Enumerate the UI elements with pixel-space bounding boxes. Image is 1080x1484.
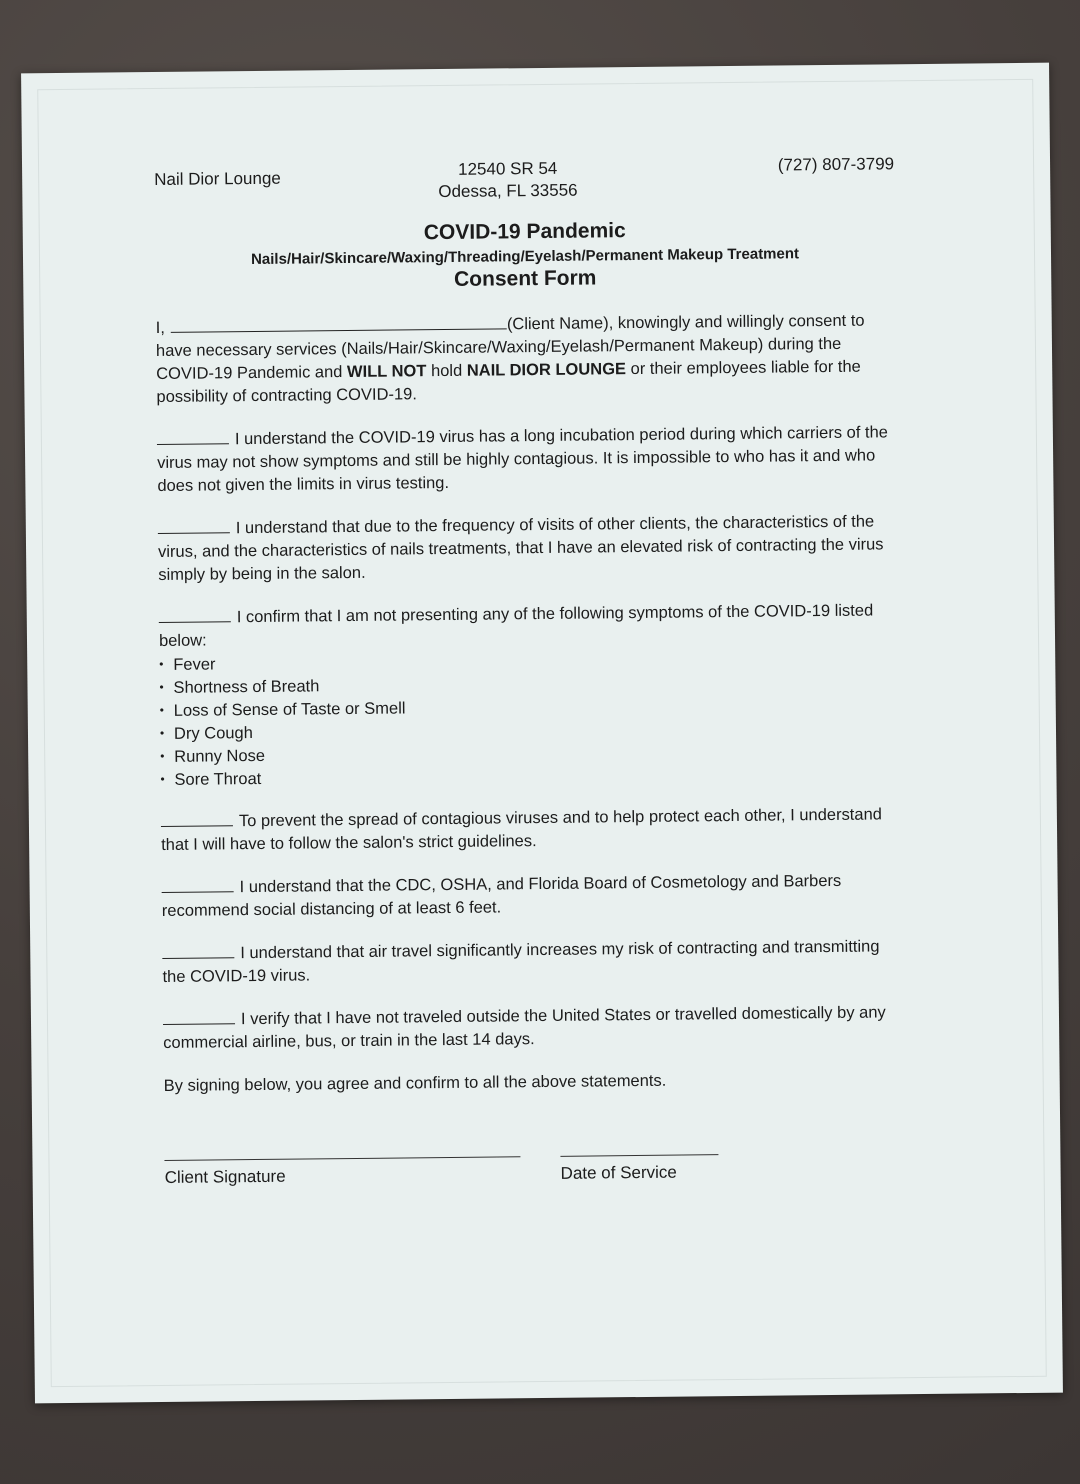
statement-guidelines (161, 803, 901, 857)
intro-paragraph (156, 309, 897, 409)
statement-text: I confirm that I am not presenting any of the following symptoms of the COVID-19 listed below: (158, 601, 874, 651)
symptom-item: • Shortness of Breath (159, 668, 899, 699)
statement-incubation (157, 421, 898, 498)
initials-blank[interactable] (159, 607, 231, 623)
symptom-item: • Loss of Sense of Taste or Smell (160, 691, 900, 722)
initials-blank[interactable] (161, 877, 233, 893)
address-line1: 12540 SR 54 (457, 158, 558, 179)
client-signature-line[interactable] (164, 1156, 520, 1161)
initials-blank[interactable] (163, 1009, 235, 1025)
statement-elevated-risk (158, 510, 899, 587)
symptom-item: • Fever (159, 645, 899, 676)
initials-blank[interactable] (161, 811, 233, 827)
intro-prefix: I, (155, 318, 166, 338)
letterhead (154, 154, 895, 220)
document-title: COVID-19 Pandemic (423, 219, 626, 245)
business-phone: (727) 807-3799 (777, 154, 895, 175)
paper-sheet (21, 63, 1063, 1404)
signature-row (164, 1152, 905, 1220)
symptom-item: • Dry Cough (160, 714, 900, 745)
client-signature-label: Client Signature (164, 1166, 286, 1187)
business-name: Nail Dior Lounge (154, 168, 281, 190)
statement-symptoms (159, 599, 901, 791)
statement-travel-verify (163, 1001, 903, 1055)
closing-statement: By signing below, you agree and confirm to all the above statements. (163, 1071, 667, 1095)
statement-text: I understand that air travel significantly increases my risk of contracting and transmitting the COVID-19 virus. (162, 937, 880, 986)
intro-mid: hold (430, 361, 463, 381)
address-line2: Odessa, FL 33556 (438, 180, 578, 202)
statement-distancing (161, 869, 901, 923)
date-of-service-label: Date of Service (560, 1162, 677, 1183)
business-address (438, 158, 578, 203)
document-subtitle: Nails/Hair/Skincare/Waxing/Threading/Eyelash/Permanent Makeup Treatment (250, 245, 800, 269)
intro-text: (Client Name), knowingly and willingly consent to have necessary services (Nails/Hair/Skincare/Waxing/Eyelash/Permanent Makeup) during the COVID-19 Pandemic and (155, 311, 865, 384)
consent-form (154, 154, 905, 1220)
initials-blank[interactable] (158, 518, 230, 534)
statement-text: I understand the COVID-19 virus has a long incubation period during which carriers of the virus may not show symptoms and still be highly contagious. It is impossible to who has it and who does not given the limits in virus testing. (157, 423, 888, 496)
client-name-blank[interactable] (171, 314, 507, 333)
initials-blank[interactable] (162, 943, 234, 959)
symptom-item: • Runny Nose (160, 737, 900, 768)
initials-blank[interactable] (157, 429, 229, 445)
intro-end: or their employees liable for the possibility of contracting COVID-19. (156, 357, 861, 407)
statement-air-travel (162, 935, 902, 989)
symptom-item: • Sore Throat (160, 760, 900, 791)
will-not-text: WILL NOT (346, 362, 427, 382)
date-of-service-line[interactable] (560, 1154, 718, 1157)
symptom-list (159, 645, 900, 791)
statement-text: To prevent the spread of contagious viruses and to help protect each other, I understand that I will have to follow the salon's strict guidelines. (161, 805, 882, 854)
form-title: Consent Form (453, 266, 597, 291)
statement-text: I verify that I have not traveled outside the United States or travelled domestically by any commercial airline, bus, or train in the last 14 days. (163, 1003, 886, 1052)
statement-text: I understand that due to the frequency of visits of other clients, the characteristics of the virus, and the characteristics of nails treatments, that I have an elevated risk of contracting the virus simply by being in the salon. (157, 512, 884, 585)
statement-text: I understand that the CDC, OSHA, and Florida Board of Cosmetology and Barbers recommend social distancing of at least 6 feet. (161, 871, 842, 920)
business-name-bold: NAIL DIOR LOUNGE (466, 360, 627, 380)
